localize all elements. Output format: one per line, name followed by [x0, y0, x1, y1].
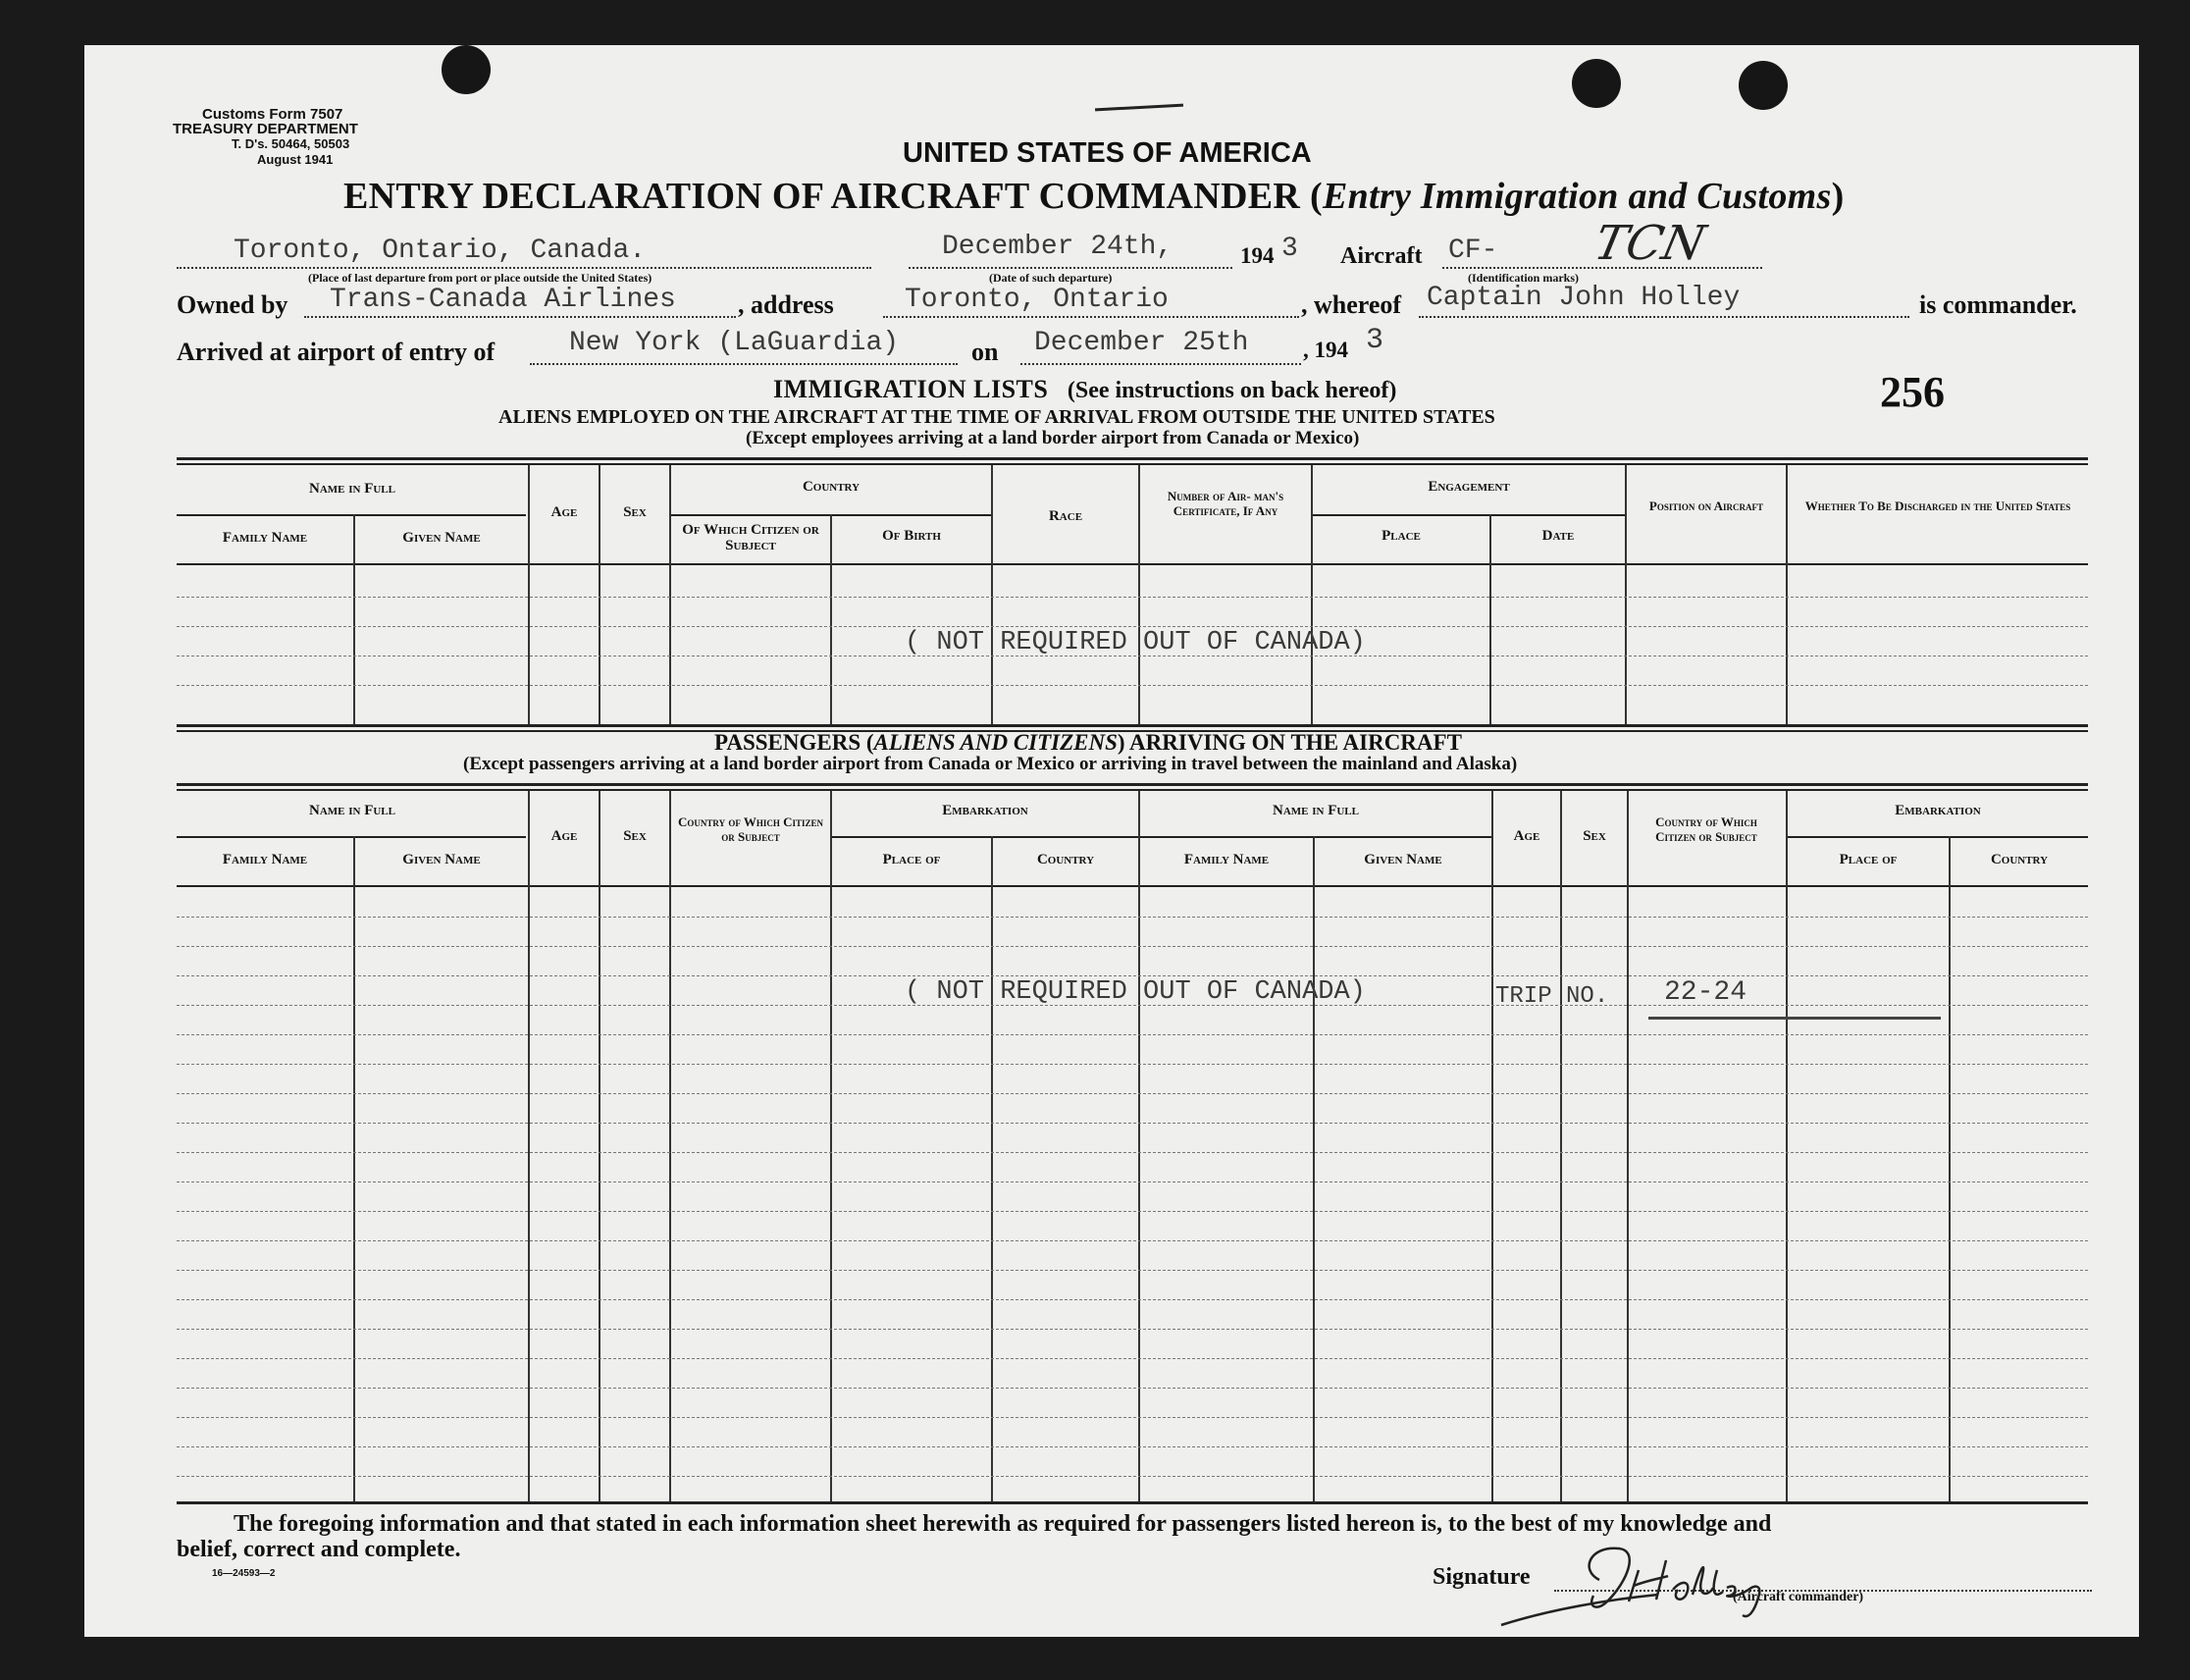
crew-col-given-name: Given Name [402, 530, 481, 546]
crew-col-date: Date [1541, 528, 1575, 544]
crew-col-family-name: Family Name [222, 530, 308, 546]
pax-col-given-name-2: Given Name [1364, 852, 1442, 867]
trip-number-value: 22-24 [1664, 977, 1747, 1008]
ruled-line [177, 1240, 2088, 1241]
ruled-line [177, 917, 2088, 918]
ruled-line [177, 1093, 2088, 1094]
passengers-heading [714, 730, 1462, 756]
departure-year-prefix: 194 [1240, 243, 1275, 268]
ruled-line [177, 1329, 2088, 1330]
passengers-heading-rest: ) ARRIVING ON THE AIRCRAFT [1117, 730, 1462, 755]
aircraft-id-handwritten: TCN [1590, 216, 1710, 271]
crew-col-citizen-of: Of Which Citizen or Subject [682, 522, 819, 553]
department: TREASURY DEPARTMENT [173, 121, 358, 137]
form-date: August 1941 [257, 152, 334, 167]
crew-col-sex: Sex [623, 504, 647, 520]
pax-col-embarkation: Embarkation [942, 803, 1028, 818]
commander-field: Captain John Holley [1427, 283, 1741, 313]
pax-col-family-name-2: Family Name [1183, 852, 1270, 867]
crew-col-name-in-full: Name in Full [308, 481, 395, 497]
crew-col-engagement: Engagement [1428, 479, 1510, 495]
passengers-subheading: (Except passengers arriving at a land border airport from Canada or Mexico or arriving in travel between the mainland and Alaska) [463, 754, 1518, 774]
signature-caption: (Aircraft commander) [1733, 1590, 1864, 1604]
passengers-heading-italic: ALIENS AND CITIZENS [873, 730, 1118, 755]
owned-by-label: Owned by [177, 290, 288, 319]
country-heading: UNITED STATES OF AMERICA [903, 137, 1312, 169]
trip-number-label: TRIP NO. [1495, 983, 1609, 1010]
declaration-line-2: belief, correct and complete. [177, 1537, 461, 1562]
ruled-line [177, 1476, 2088, 1477]
departure-place-field: Toronto, Ontario, Canada. [234, 236, 647, 266]
address-label: , address [738, 290, 834, 319]
ruled-line [177, 1270, 2088, 1271]
pax-col-country-2: Country [1990, 852, 2049, 867]
immigration-lists-heading [773, 375, 1396, 404]
pax-col-citizen-of-2: Country of Which Citizen or Subject [1655, 814, 1757, 844]
pax-col-age: Age [550, 828, 578, 844]
crew-col-country: Country [802, 479, 860, 495]
owner-field: Trans-Canada Airlines [330, 285, 676, 315]
trip-number-underline [1648, 1017, 1941, 1020]
commander-signature [1491, 1541, 1864, 1629]
ruled-line [177, 1181, 2088, 1182]
crew-col-certificate: Number of Air- man's Certificate, If Any [1167, 489, 1284, 518]
signature-label: Signature [1433, 1564, 1531, 1590]
departure-date-field: December 24th, [942, 232, 1173, 262]
crew-col-discharged: Whether To Be Discharged in the United States [1804, 499, 2071, 513]
crew-col-race: Race [1048, 508, 1083, 524]
form-serial-number: 256 [1880, 368, 1945, 416]
aircraft-id-caption: (Identification marks) [1468, 271, 1579, 285]
pax-col-name-in-full: Name in Full [308, 803, 395, 818]
binder-hole [1572, 59, 1621, 108]
ruled-line [177, 1358, 2088, 1359]
ruled-line [177, 1446, 2088, 1447]
departure-date-caption: (Date of such departure) [989, 271, 1113, 285]
arrival-year-prefix: , 194 [1303, 338, 1348, 362]
binder-hole [442, 45, 491, 94]
ruled-line [177, 1034, 2088, 1035]
crew-col-of-birth: Of Birth [882, 528, 941, 544]
pax-col-name-in-full-2: Name in Full [1272, 803, 1359, 818]
passengers-heading-text: PASSENGERS ( [714, 730, 874, 755]
treasury-decisions: T. D's. 50464, 50503 [232, 136, 350, 151]
pax-not-required-stamp: ( NOT REQUIRED OUT OF CANADA) [905, 977, 1366, 1007]
crew-subheading-note: (Except employees arriving at a land border airport from Canada or Mexico) [746, 428, 1360, 448]
immigration-heading-note: (See instructions on back hereof) [1067, 378, 1397, 403]
pax-col-given-name: Given Name [402, 852, 481, 867]
ruled-line [177, 1152, 2088, 1153]
ruled-line [177, 1388, 2088, 1389]
pax-col-country: Country [1036, 852, 1095, 867]
crew-not-required-stamp: ( NOT REQUIRED OUT OF CANADA) [905, 628, 1366, 657]
ruled-line [177, 946, 2088, 947]
departure-place-caption: (Place of last departure from port or place outside the United States) [308, 271, 652, 285]
pax-col-age-2: Age [1513, 828, 1540, 844]
arrival-year-prefix-text: 194 [1314, 338, 1348, 362]
whereof-label: , whereof [1301, 290, 1402, 319]
declaration-line-1: The foregoing information and that stated in each information sheet herewith as required for passengers listed hereon is, to the best of my knowledge and [234, 1511, 1772, 1537]
form-title-italic: Entry Immigration and Customs [1322, 176, 1832, 217]
pax-col-family-name: Family Name [222, 852, 308, 867]
on-label: on [971, 338, 999, 366]
ruled-line [177, 1417, 2088, 1418]
pax-col-embarkation-2: Embarkation [1895, 803, 1981, 818]
crew-col-age: Age [550, 504, 578, 520]
ruled-line [177, 1299, 2088, 1300]
form-number: Customs Form 7507 [202, 106, 343, 123]
departure-year-digit: 3 [1281, 234, 1298, 264]
print-code: 16—24593—2 [212, 1568, 276, 1579]
form-title [343, 175, 1845, 218]
crew-col-position: Position on Aircraft [1648, 499, 1764, 513]
binder-hole [1739, 61, 1788, 110]
crew-col-place: Place [1382, 528, 1421, 544]
commander-suffix: is commander. [1919, 290, 2077, 319]
pax-col-citizen-of: Country of Which Citizen or Subject [678, 814, 823, 844]
ruled-line [177, 1064, 2088, 1065]
pax-col-sex-2: Sex [1583, 828, 1606, 844]
form-title-close: ) [1831, 176, 1845, 217]
address-field: Toronto, Ontario [905, 285, 1169, 315]
ruled-line [177, 1123, 2088, 1124]
ruled-line [177, 1211, 2088, 1212]
aircraft-label: Aircraft [1340, 243, 1423, 269]
pax-col-sex: Sex [623, 828, 647, 844]
pax-col-place-of: Place of [882, 852, 941, 867]
immigration-heading-text: IMMIGRATION LISTS [773, 375, 1049, 403]
form-title-main: ENTRY DECLARATION OF AIRCRAFT COMMANDER ( [343, 176, 1323, 217]
arrived-label: Arrived at airport of entry of [177, 338, 495, 366]
ruled-line [177, 975, 2088, 976]
arrival-date-field: December 25th [1034, 328, 1249, 358]
aircraft-prefix: CF- [1448, 236, 1498, 266]
airport-field: New York (LaGuardia) [569, 328, 900, 358]
crew-subheading: ALIENS EMPLOYED ON THE AIRCRAFT AT THE TIME OF ARRIVAL FROM OUTSIDE THE UNITED STATES [498, 406, 1495, 428]
pax-col-place-of-2: Place of [1839, 852, 1898, 867]
arrival-year-digit: 3 [1366, 324, 1384, 357]
